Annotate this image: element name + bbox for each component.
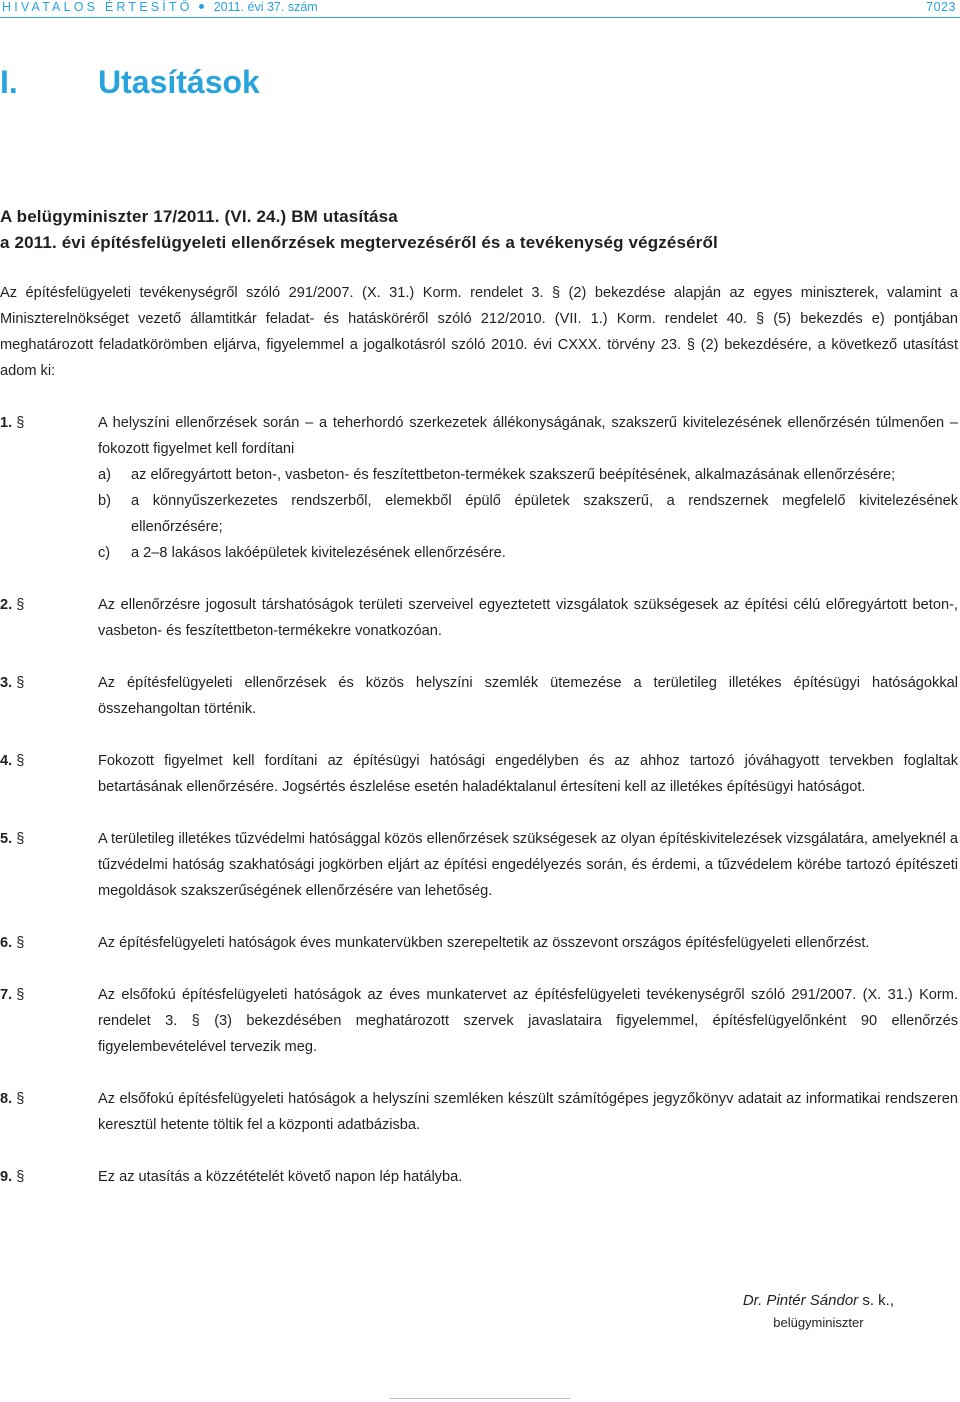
footer-divider [390, 1398, 570, 1399]
paragraph-text: Az építésfelügyeleti hatóságok éves munkatervükben szerepeltetik az összevont országos építésfelügyeleti ellenőrzést. [98, 935, 870, 951]
paragraph-text: Fokozott figyelmet kell fordítani az építésügyi hatósági engedélyben és az ahhoz tartozó jóváhagyott tervekben foglaltak betartásának ellenőrzésére. Jogsértés észlelése esetén haladéktalanul értesíteni kell az illetékes építésügyi hatóságot. [98, 753, 958, 795]
signature-block [743, 1290, 894, 1334]
section-title: Utasítások [98, 64, 260, 100]
bullet-separator-icon [199, 4, 204, 9]
paragraph-number: 8. § [0, 1091, 25, 1107]
list-item-label: b) [98, 493, 111, 509]
paragraph-number: 5. § [0, 831, 25, 847]
paragraph-body [98, 410, 958, 566]
paragraph-6 [0, 930, 958, 956]
paragraph-number: 6. § [0, 935, 25, 951]
signatory-role: belügyminiszter [773, 1315, 864, 1330]
running-header [2, 0, 956, 14]
list-item-text: az előregyártott beton-, vasbeton- és feszítettbeton-termékek szakszerű beépítésének, alkalmazásának ellenőrzésére; [131, 467, 896, 483]
paragraph-number: 7. § [0, 987, 25, 1003]
signatory-suffix: s. k., [858, 1292, 894, 1309]
paragraph-number: 3. § [0, 675, 25, 691]
page-number: 7023 [926, 0, 956, 14]
section-heading [0, 62, 600, 102]
paragraph-text: Az elsőfokú építésfelügyeleti hatóságok az éves munkatervet az építésfelügyeleti tevékenységről szóló 291/2007. (X. 31.) Korm. rendelet 3. § (3) bekezdésében meghatározott szervek javaslataira figyelemmel, építésfelügyelőnként 90 ellenőrzés figyelembevételével tervezik meg. [98, 987, 958, 1055]
paragraph-list [0, 410, 958, 1216]
paragraph-number: 1. § [0, 415, 25, 431]
list-item [98, 540, 958, 566]
document-title [0, 204, 960, 256]
signatory-name-line [743, 1290, 894, 1312]
paragraph-text: Ez az utasítás a közzétételét követő napon lép hatályba. [98, 1169, 463, 1185]
list-item-text: a könnyűszerkezetes rendszerből, elemekből épülő épületek szakszerű, a rendszernek megfelelő kivitelezésének ellenőrzésére; [131, 493, 958, 535]
list-item [98, 462, 958, 488]
section-number: I. [0, 64, 18, 100]
publication-name: HIVATALOS ÉRTESÍTŐ [2, 0, 193, 14]
document-title-line-2: a 2011. évi építésfelügyeleti ellenőrzések megtervezéséről és a tevékenység végzéséről [0, 233, 718, 252]
paragraph-3 [0, 670, 958, 722]
paragraph-text: Az építésfelügyeleti ellenőrzések és közös helyszíni szemlék ütemezése a területileg illetékes építésügyi hatóságokkal összehangoltan történik. [98, 675, 958, 717]
list-item-label: c) [98, 545, 111, 561]
paragraph-2 [0, 592, 958, 644]
paragraph-1 [0, 410, 958, 566]
list-item-label: a) [98, 467, 111, 483]
paragraph-text: A területileg illetékes tűzvédelmi hatósággal közös ellenőrzések szükségesek az olyan építéskivitelezések vizsgálatára, amelyeknél a tűzvédelmi hatóság szakhatósági jogkörben eljárt az építési engedélyezés során, és érdemi, a tűzvédelem körébe tartozó építészeti megoldások szakszerűségének ellenőrzésére van lehetőség. [98, 831, 958, 899]
paragraph-7 [0, 982, 958, 1060]
paragraph-number: 2. § [0, 597, 25, 613]
header-divider [0, 17, 960, 18]
signatory-name: Dr. Pintér Sándor [742, 1292, 859, 1309]
paragraph-5 [0, 826, 958, 904]
paragraph-text: A helyszíni ellenőrzések során – a teherhordó szerkezetek állékonyságának, szakszerű kivitelezésének ellenőrzésén túlmenően – fokozott figyelmet kell fordítani [98, 415, 958, 457]
paragraph-text: Az elsőfokú építésfelügyeleti hatóságok a helyszíni szemléken készült számítógépes jegyzőkönyv adatait az informatikai rendszeren keresztül hetente töltik fel a központi adatbázisba. [98, 1091, 958, 1133]
issue-label: 2011. évi 37. szám [213, 0, 318, 14]
paragraph-9 [0, 1164, 958, 1190]
paragraph-text: Az ellenőrzésre jogosult társhatóságok területi szerveivel egyeztetett vizsgálatok szükségesek az építési célú előregyártott beton-, vasbeton- és feszítettbeton-termékekre vonatkozóan. [98, 597, 958, 639]
paragraph-4 [0, 748, 958, 800]
paragraph-number: 4. § [0, 753, 25, 769]
preamble: Az építésfelügyeleti tevékenységről szóló 291/2007. (X. 31.) Korm. rendelet 3. § (2) bekezdése alapján az egyes miniszterek, valamint a Miniszterelnökséget vezető államtitkár feladat- és hatásköréről szóló 212/2010. (VII. 1.) Korm. rendelet 40. § (5) bekezdés e) pontjában meghatározott feladatkörömben eljárva, figyelemmel a jogalkotásról szóló 2010. évi CXXX. törvény 23. § (2) bekezdésére, a következő utasítást adom ki: [0, 285, 958, 379]
document-title-line-1: A belügyminiszter 17/2011. (VI. 24.) BM utasítása [0, 207, 398, 226]
paragraph-8 [0, 1086, 958, 1138]
list-item [98, 488, 958, 540]
paragraph-number: 9. § [0, 1169, 25, 1185]
running-header-left [2, 0, 318, 14]
list-item-text: a 2–8 lakásos lakóépületek kivitelezésének ellenőrzésére. [131, 545, 506, 561]
